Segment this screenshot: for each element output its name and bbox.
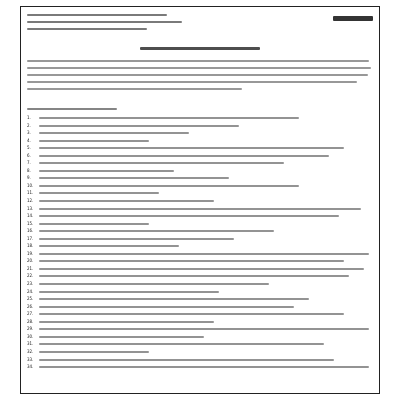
list-item [27, 356, 373, 364]
list-item-bar [39, 215, 339, 217]
list-item-bar [39, 268, 364, 270]
list-item-number: 14. [27, 213, 34, 219]
list-item-bar [39, 275, 349, 277]
list-item-bar [39, 366, 369, 368]
list-item-number: 30. [27, 333, 34, 339]
list-item-bar [39, 200, 214, 202]
list-item-bar [39, 245, 179, 247]
list-item-bar [39, 230, 274, 232]
list-item-bar [39, 155, 329, 157]
list-item-number: 16. [27, 228, 34, 234]
list-item-bar [39, 321, 214, 323]
list-item-number: 4. [27, 137, 31, 143]
list-item-number: 27. [27, 311, 34, 317]
list-item-number: 7. [27, 160, 31, 166]
list-item [27, 167, 373, 175]
intro-line-2 [27, 67, 371, 69]
list-item-number: 20. [27, 258, 34, 264]
list-item-number: 26. [27, 303, 34, 309]
list-item [27, 197, 373, 205]
list-item-number: 13. [27, 205, 34, 211]
header-line-3 [27, 26, 267, 33]
list-item [27, 212, 373, 220]
list-item-bar [39, 260, 344, 262]
list-item [27, 250, 373, 258]
list-item-bar [39, 313, 344, 315]
header-line-1 [27, 12, 267, 19]
document-header [27, 12, 373, 40]
list-item-number: 34. [27, 364, 34, 370]
list-item [27, 122, 373, 130]
list-item-bar [39, 253, 369, 255]
list-item-bar [39, 192, 159, 194]
list-item-number: 11. [27, 190, 34, 196]
list-item-number: 15. [27, 220, 34, 226]
document-sheet [20, 6, 380, 394]
list-item-bar [39, 336, 204, 338]
list-item-number: 28. [27, 318, 34, 324]
list-item [27, 318, 373, 326]
list-item [27, 242, 373, 250]
list-item [27, 144, 373, 152]
document-code [303, 12, 373, 14]
list-item-bar [39, 306, 294, 308]
list-item-number: 10. [27, 182, 34, 188]
list-item [27, 174, 373, 182]
list-item-bar [39, 185, 299, 187]
list-item-number: 25. [27, 296, 34, 302]
list-item [27, 137, 373, 145]
list-item-bar [39, 132, 189, 134]
document-title-stroke [140, 47, 260, 50]
list-item-number: 24. [27, 288, 34, 294]
list-item-number: 18. [27, 243, 34, 249]
list-item-number: 21. [27, 265, 34, 271]
list-item [27, 257, 373, 265]
list-item [27, 152, 373, 160]
list-item-bar [39, 283, 269, 285]
list-item [27, 220, 373, 228]
list-item [27, 265, 373, 273]
list-item-number: 22. [27, 273, 34, 279]
list-item [27, 205, 373, 213]
header-line-3-stroke [27, 28, 147, 30]
list-item [27, 333, 373, 341]
list-item-bar [39, 351, 149, 353]
list-item [27, 227, 373, 235]
list-item [27, 295, 373, 303]
list-item-number: 29. [27, 326, 34, 332]
list-item-number: 19. [27, 250, 34, 256]
list-item-number: 3. [27, 130, 31, 136]
list-item [27, 340, 373, 348]
list-item-bar [39, 177, 229, 179]
list-item-number: 5. [27, 145, 31, 151]
list-item-bar [39, 125, 239, 127]
list-item-number: 23. [27, 281, 34, 287]
list-item [27, 114, 373, 122]
document-code-stroke [333, 16, 373, 21]
list-item-bar [39, 359, 334, 361]
list-item [27, 235, 373, 243]
list-item-number: 17. [27, 235, 34, 241]
list-item [27, 363, 373, 371]
list-item [27, 348, 373, 356]
list-item-number: 2. [27, 122, 31, 128]
list-item-bar [39, 223, 149, 225]
list-item-bar [39, 117, 299, 119]
header-line-2 [27, 19, 267, 26]
list-title [27, 105, 373, 113]
intro-line-3 [27, 74, 368, 76]
list-item-bar [39, 162, 284, 164]
list-item-bar [39, 298, 309, 300]
list-item-number: 31. [27, 341, 34, 347]
list-item-number: 12. [27, 198, 34, 204]
list-item [27, 272, 373, 280]
intro-paragraph [27, 58, 373, 102]
list-item-number: 32. [27, 348, 34, 354]
list-item-number: 6. [27, 152, 31, 158]
list-item-number: 33. [27, 356, 34, 362]
list-item [27, 159, 373, 167]
list-item-bar [39, 291, 219, 293]
list-item [27, 288, 373, 296]
intro-line-4 [27, 81, 357, 83]
list-item-bar [39, 238, 234, 240]
list-item [27, 182, 373, 190]
list-item [27, 280, 373, 288]
intro-line-1 [27, 60, 369, 62]
list-item-bar [39, 208, 361, 210]
header-left-block [27, 12, 267, 33]
list-item-bar [39, 328, 369, 330]
list-item-number: 9. [27, 175, 31, 181]
list-item-number: 8. [27, 167, 31, 173]
list-item [27, 129, 373, 137]
intro-line-5 [27, 88, 242, 90]
list-item [27, 189, 373, 197]
list-title-stroke [27, 108, 117, 110]
list-item-bar [39, 140, 149, 142]
header-line-1-stroke [27, 14, 167, 16]
document-title [27, 42, 373, 54]
list-item [27, 303, 373, 311]
list-item-bar [39, 147, 344, 149]
list-item-bar [39, 170, 174, 172]
list-item [27, 310, 373, 318]
instruction-list [27, 114, 373, 371]
list-item [27, 325, 373, 333]
list-item-bar [39, 343, 324, 345]
header-line-2-stroke [27, 21, 182, 23]
list-item-number: 1. [27, 115, 31, 120]
